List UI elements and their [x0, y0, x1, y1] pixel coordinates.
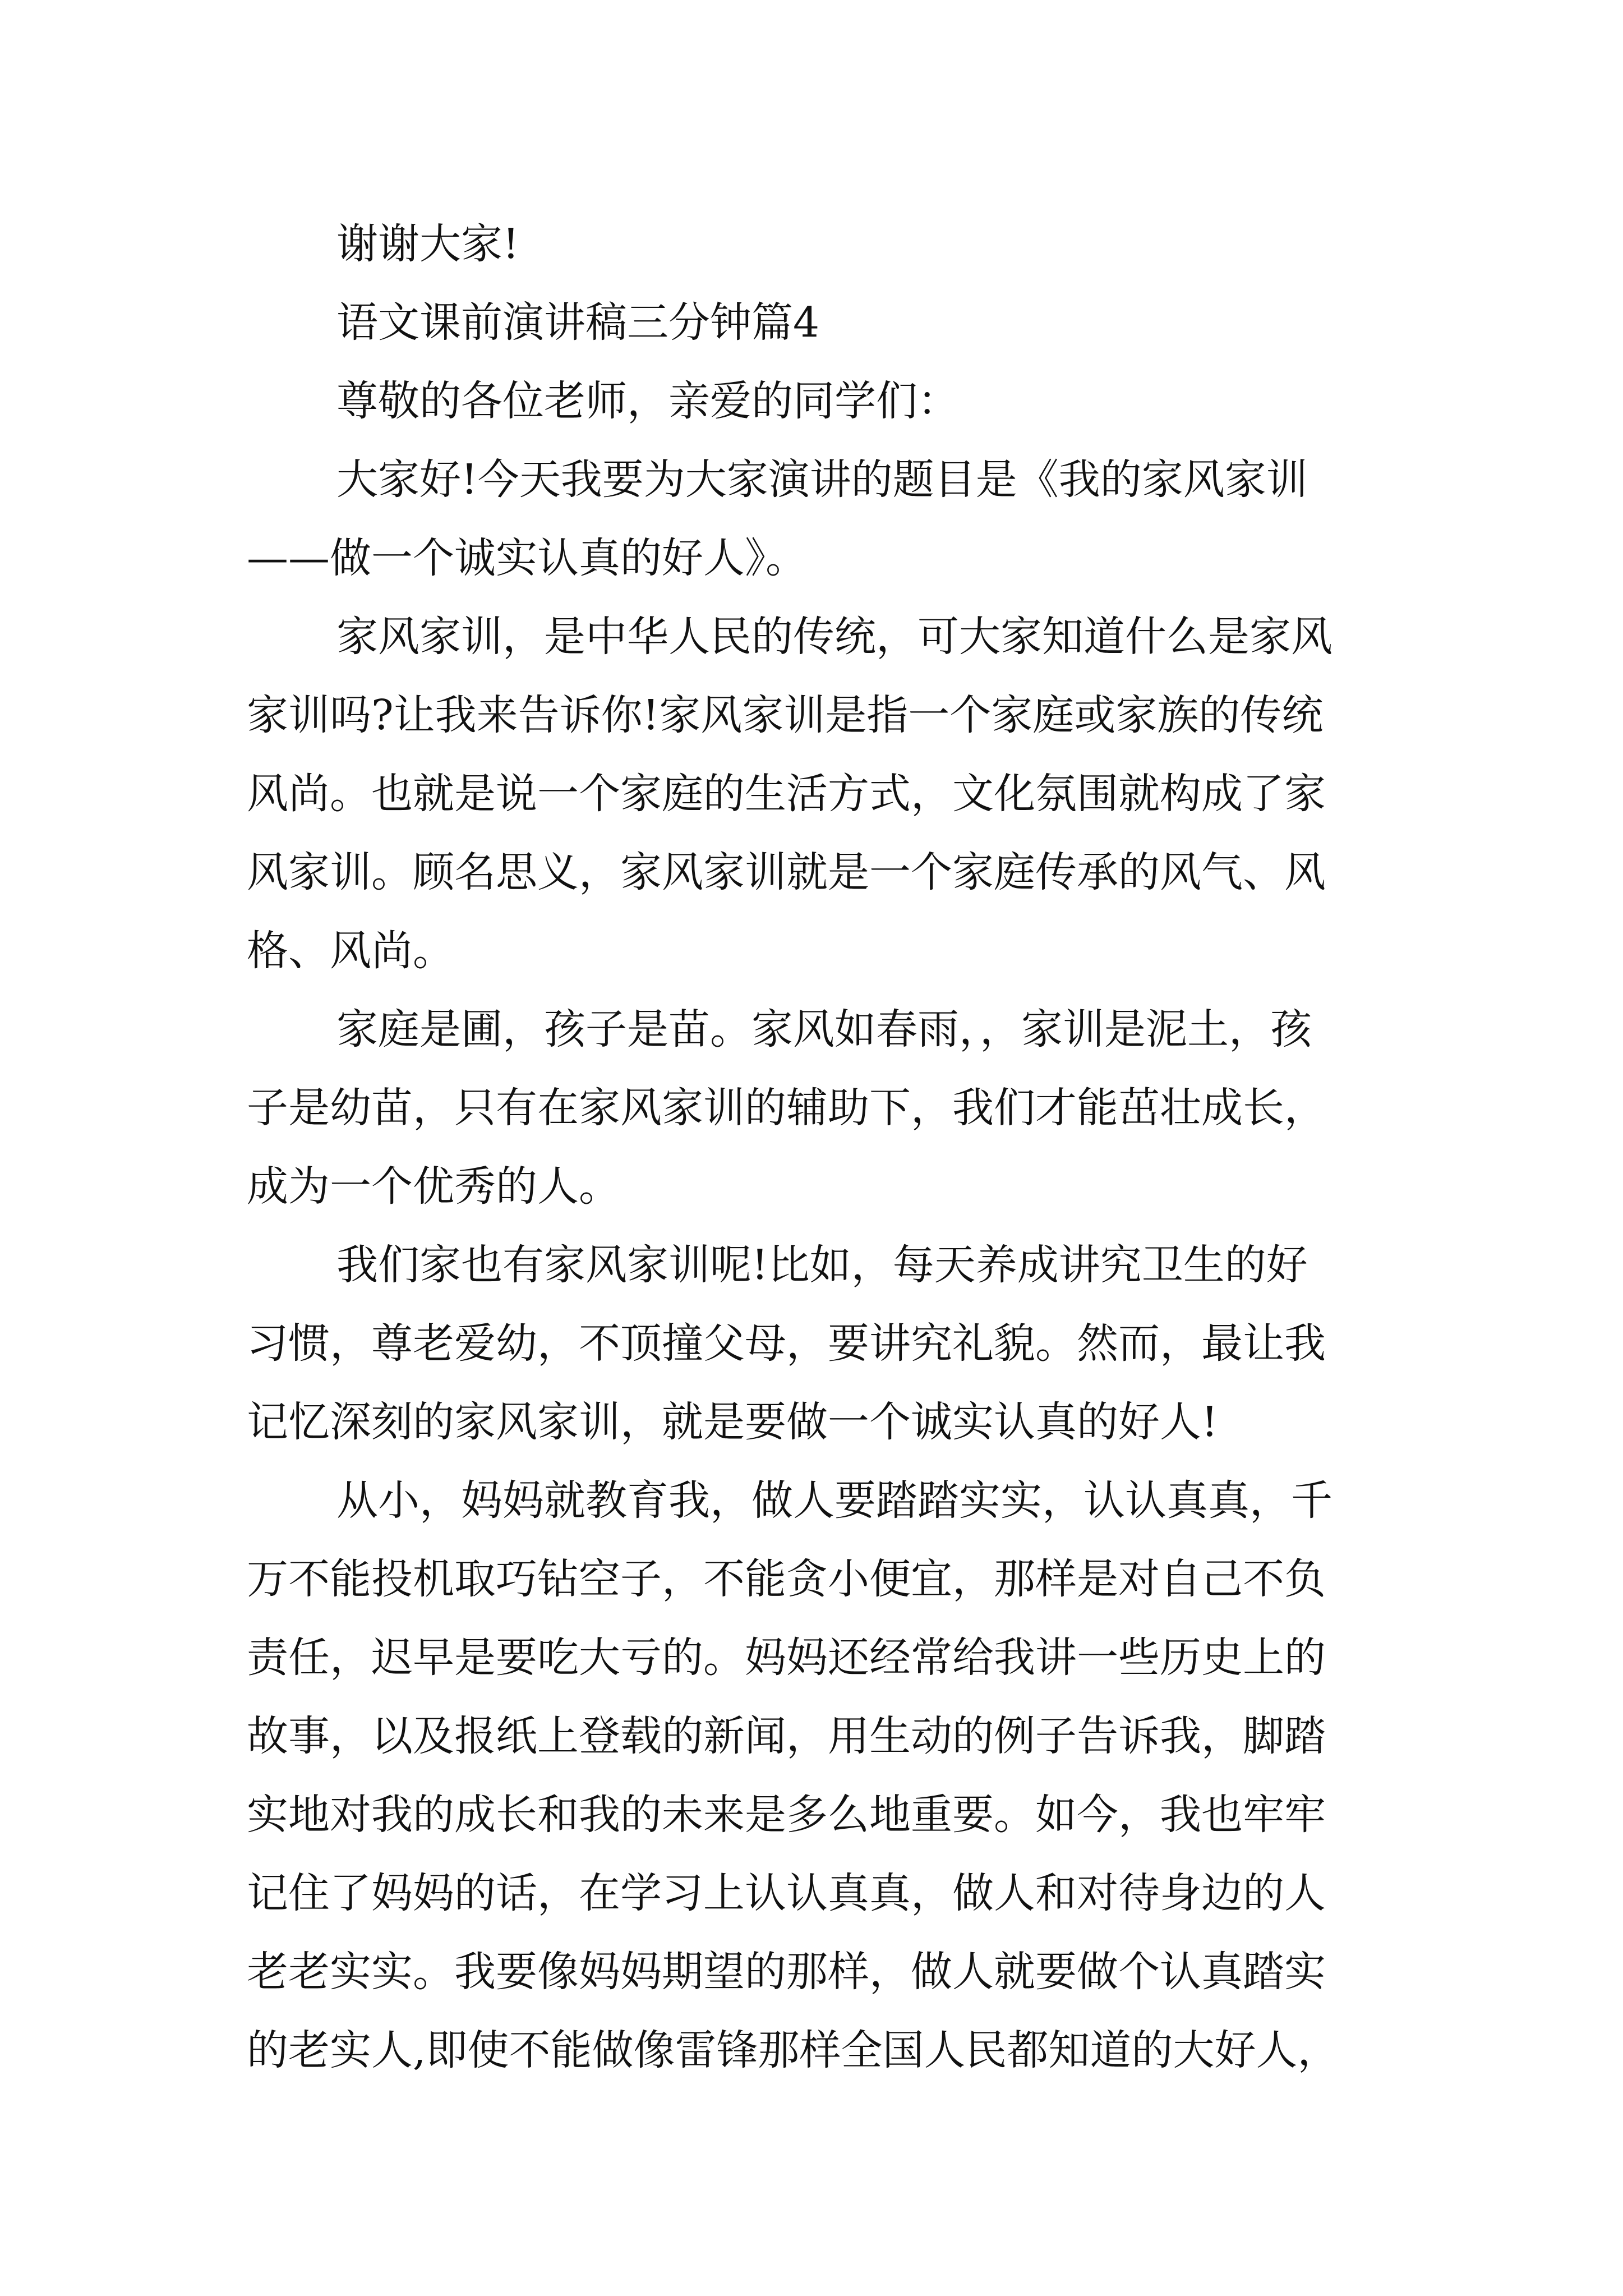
paragraph-line: 家训吗?让我来告诉你!家风家训是指一个家庭或家族的传统 — [247, 691, 1324, 739]
paragraph-line: 格、风尚。 — [247, 927, 454, 975]
paragraph-line: 记忆深刻的家风家训，就是要做一个诚实认真的好人! — [247, 1398, 1218, 1446]
paragraph-line: 风尚。也就是说一个家庭的生活方式，文化氛围就构成了家 — [247, 770, 1326, 818]
paragraph-line: 的老实人,即使不能做像雷锋那样全国人民都知道的大好人， — [247, 2026, 1339, 2074]
paragraph-line: 大家好!今天我要为大家演讲的题目是《我的家风家训 — [336, 455, 1308, 504]
paragraph-line: 成为一个优秀的人。 — [247, 1162, 620, 1211]
paragraph-line: 万不能投机取巧钻空子，不能贪小便宜，那样是对自己不负 — [247, 1555, 1326, 1603]
paragraph-line: 实地对我的成长和我的未来是多么地重要。如今，我也牢牢 — [247, 1791, 1326, 1839]
paragraph-line: 从小，妈妈就教育我，做人要踏踏实实，认认真真，千 — [336, 1476, 1332, 1525]
paragraph-line: 故事，以及报纸上登载的新闻，用生动的例子告诉我，脚踏 — [247, 1712, 1326, 1760]
paragraph-line: 记住了妈妈的话，在学习上认认真真，做人和对待身边的人 — [247, 1869, 1326, 1917]
section-title: 语文课前演讲稿三分钟篇4 — [336, 298, 820, 347]
paragraph-line: ——做一个诚实认真的好人》。 — [247, 534, 807, 582]
paragraph-line: 习惯，尊老爱幼，不顶撞父母，要讲究礼貌。然而，最让我 — [247, 1319, 1326, 1368]
paragraph-line: 家风家训，是中华人民的传统，可大家知道什么是家风 — [336, 613, 1332, 661]
paragraph-line: 家庭是圃，孩子是苗。家风如春雨，，家训是泥土，孩 — [336, 1005, 1312, 1053]
paragraph-line: 风家训。顾名思义，家风家训就是一个家庭传承的风气、风 — [247, 848, 1326, 896]
paragraph-line: 老老实实。我要像妈妈期望的那样，做人就要做个认真踏实 — [247, 1948, 1326, 1996]
paragraph-line: 责任，迟早是要吃大亏的。妈妈还经常给我讲一些历史上的 — [247, 1634, 1326, 1682]
closing-line: 谢谢大家! — [336, 220, 519, 268]
salutation-line: 尊敬的各位老师，亲爱的同学们： — [336, 377, 959, 425]
paragraph-line: 子是幼苗，只有在家风家训的辅助下，我们才能茁壮成长， — [247, 1084, 1326, 1132]
paragraph-line: 我们家也有家风家训呢!比如，每天养成讲究卫生的好 — [336, 1241, 1308, 1289]
